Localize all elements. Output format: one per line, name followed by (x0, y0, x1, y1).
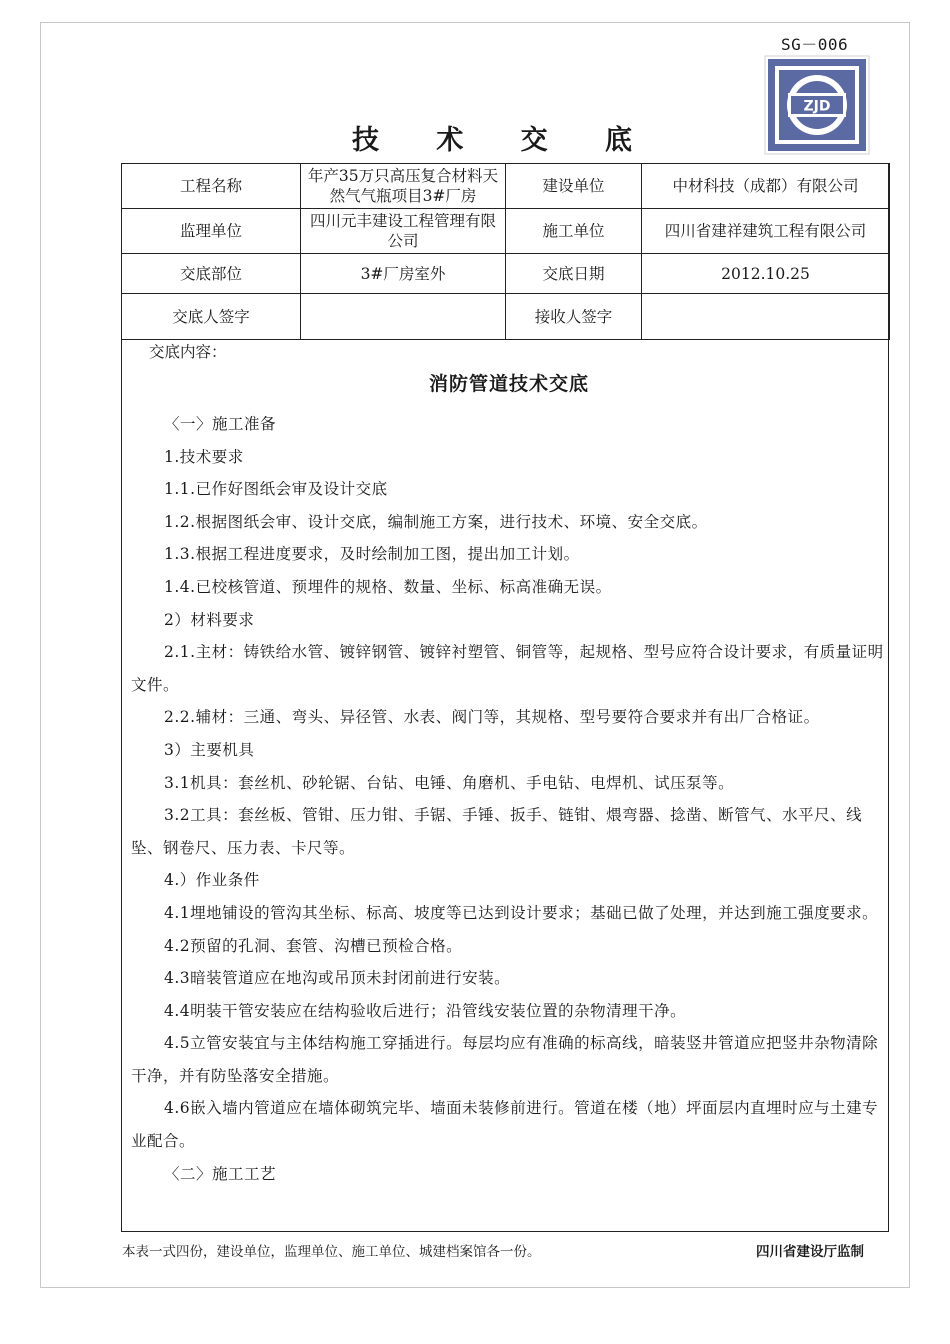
paragraph: 4.2预留的孔洞、套管、沟槽已预检合格。 (164, 936, 463, 955)
title-char: 底 (604, 125, 632, 156)
paragraph: 1.3.根据工程进度要求，及时绘制加工图，提出加工计划。 (164, 545, 580, 564)
table-row (122, 164, 890, 209)
builder-value: 中材科技（成都）有限公司 (642, 164, 890, 209)
paragraph: 1.2.根据图纸会审、设计交底，编制施工方案，进行技术、环境、安全交底。 (164, 512, 708, 531)
date-label: 交底日期 (506, 254, 642, 294)
paragraph: 2.2.辅材：三通、弯头、异径管、水表、阀门等，其规格、型号要符合要求并有出厂合格证。 (164, 708, 820, 727)
paragraph: 3.1机具：套丝机、砂轮锯、台钻、电锤、角磨机、手电钻、电焊机、试压泵等。 (164, 773, 735, 792)
location-label: 交底部位 (122, 254, 301, 294)
title-char: 交 (520, 125, 548, 156)
info-table (121, 163, 890, 340)
paragraph: 4.1埋地铺设的管沟其坐标、标高、坡度等已达到设计要求；基础已做了处理，并达到施工强度要求。 (164, 903, 879, 922)
contractor-label: 施工单位 (506, 209, 642, 254)
receiver-sign-label: 接收人签字 (506, 294, 642, 340)
paragraph: 3）主要机具 (164, 740, 255, 759)
footer-issuer: 四川省建设厅监制 (756, 1244, 864, 1260)
paragraph: 1.4.已校核管道、预埋件的规格、数量、坐标、标高准确无误。 (164, 577, 612, 596)
paragraph: 4.6嵌入墙内管道应在墙体砌筑完毕、墙面未装修前进行。管道在楼（地）坪面层内直埋时应与土建专业配合。 (131, 1099, 879, 1151)
table-row (122, 294, 890, 340)
zjd-logo (764, 55, 870, 155)
paragraph: 4.）作业条件 (164, 871, 260, 890)
paragraph-list (131, 408, 887, 1190)
paragraph: 4.5立管安装宜与主体结构施工穿插进行。每层均应有准确的标高线，暗装竖井管道应把竖井杂物清除干净，并有防坠落安全措施。 (131, 1034, 879, 1085)
logo-text: ZJD (803, 98, 831, 115)
paragraph: 4.3暗装管道应在地沟或吊顶未封闭前进行安装。 (164, 969, 511, 988)
paragraph: 1.1.已作好图纸会审及设计交底 (164, 480, 388, 499)
title-char: 术 (436, 125, 464, 156)
form-code: SG－006 (781, 35, 849, 54)
content-area (131, 340, 887, 1190)
table-row (122, 254, 890, 294)
paragraph: 1.技术要求 (164, 447, 244, 466)
paragraph: 3.2工具：套丝板、管钳、压力钳、手锯、手锤、扳手、链钳、煨弯器、捻凿、断管气、水平尺、线坠、钢卷尺、压力表、卡尺等。 (131, 806, 863, 857)
paragraph: 〈二〉施工工艺 (164, 1164, 277, 1183)
paragraph: 4.4明装干管安装应在结构验收后进行；沿管线安装位置的杂物清理干净。 (164, 1001, 687, 1020)
paragraph: 2）材料要求 (164, 610, 255, 629)
supervisor-label: 监理单位 (122, 209, 301, 254)
document-title (352, 118, 632, 158)
table-row (122, 209, 890, 254)
location-value: 3#厂房室外 (301, 254, 506, 294)
receiver-sign-field[interactable] (642, 294, 890, 340)
giver-sign-field[interactable] (301, 294, 506, 340)
giver-sign-label: 交底人签字 (122, 294, 301, 340)
project-name-value: 年产35万只高压复合材料天然气气瓶项目3#厂房 (301, 164, 506, 209)
footer-distribution-note: 本表一式四份，建设单位，监理单位、施工单位、城建档案馆各一份。 (122, 1244, 541, 1260)
content-label: 交底内容： (149, 343, 227, 361)
builder-label: 建设单位 (506, 164, 642, 209)
date-value: 2012.10.25 (642, 254, 890, 294)
section-title: 消防管道技术交底 (428, 373, 589, 395)
contractor-value: 四川省建祥建筑工程有限公司 (642, 209, 890, 254)
paragraph: 2.1.主材：铸铁给水管、镀锌钢管、镀锌衬塑管、铜管等，起规格、型号应符合设计要求，有质量证明文件。 (131, 643, 884, 694)
project-name-label: 工程名称 (122, 164, 301, 209)
title-char: 技 (352, 125, 379, 156)
paragraph: 〈一〉施工准备 (164, 415, 277, 433)
supervisor-value: 四川元丰建设工程管理有限公司 (301, 209, 506, 254)
